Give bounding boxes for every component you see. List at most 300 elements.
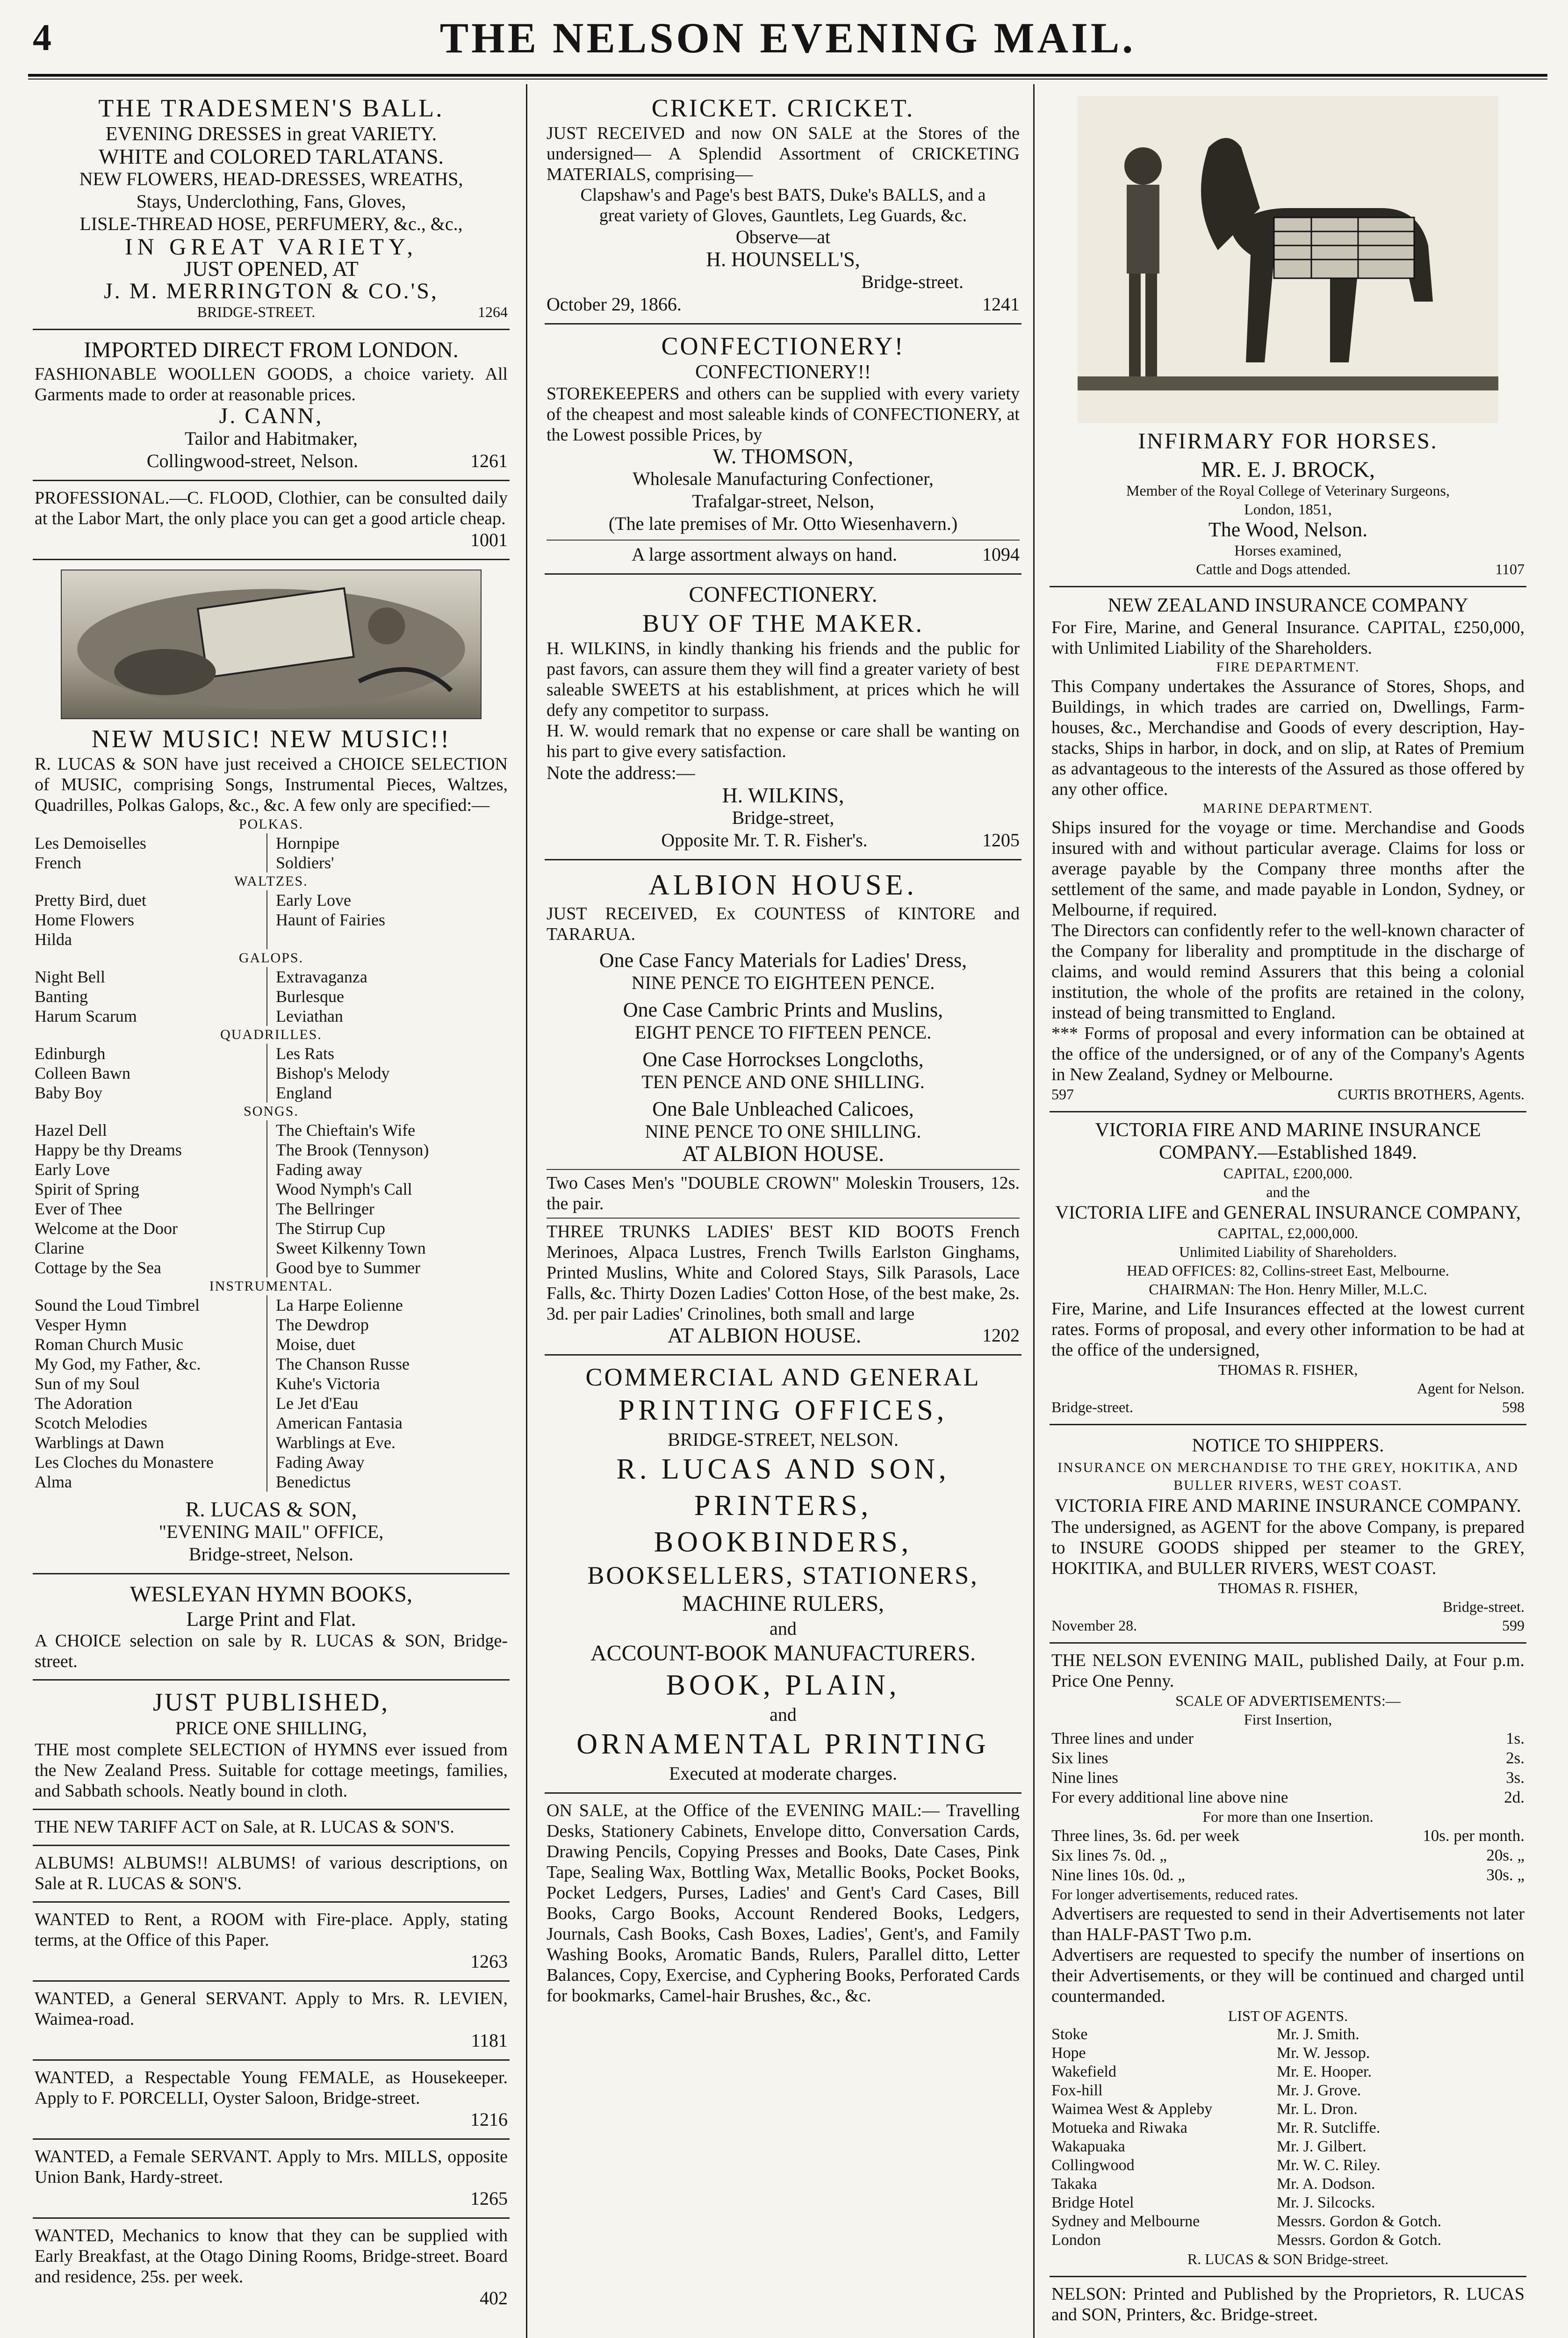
- albion-house-ad: [545, 860, 1021, 1356]
- wanted-mechanics-ad: [33, 2219, 510, 2317]
- ad-name: CURTIS BROTHERS, Agents.: [1338, 1086, 1525, 1103]
- music-title: Cottage by the Sea: [35, 1258, 161, 1277]
- ad-name: THOMAS R. FISHER,: [1218, 1361, 1358, 1378]
- music-title: Edinburgh: [35, 1044, 106, 1063]
- category-heading: QUADRILLES.: [220, 1027, 322, 1042]
- music-title-row: [35, 1006, 508, 1026]
- ad-title: ALBION HOUSE.: [648, 869, 918, 901]
- ad-body: Fire, Marine, and Life Insurances effected at the lowest current rates. Forms of proposal, and every other information to be had at the office of the undersigned,: [1051, 1299, 1525, 1360]
- ad-name: R. LUCAS & SON Bridge-street.: [1187, 2251, 1389, 2267]
- ad-line: and: [770, 1618, 797, 1639]
- ad-line: PRICE ONE SHILLING,: [175, 1717, 367, 1739]
- agents-table: [1051, 2025, 1525, 2250]
- ad-line: BOOK, PLAIN,: [666, 1669, 900, 1701]
- ad-line: "EVENING MAIL" OFFICE,: [158, 1521, 384, 1542]
- ad-line: For more than one Insertion.: [1202, 1808, 1374, 1825]
- music-title: Baby Boy: [35, 1083, 103, 1102]
- music-title: Moise, duet: [266, 1335, 508, 1354]
- agent-name: Mr. J. Smith.: [1276, 2026, 1359, 2043]
- ad-body: NELSON: Printed and Published by the Proprietors, R. LUCAS and SON, Printers, &c. Bridge-street.: [1051, 2284, 1525, 2324]
- horse-engraving-image: [1078, 96, 1498, 423]
- music-title: Les Cloches du Monastere: [35, 1453, 214, 1472]
- rate-price: 2d.: [1504, 1788, 1525, 1806]
- rate-row: [1051, 1729, 1525, 1748]
- ad-title: CONFECTIONERY.: [689, 582, 878, 607]
- category-heading: SONGS.: [244, 1104, 299, 1119]
- ad-body: PROFESSIONAL.—C. FLOOD, Clothier, can be consulted daily at the Labor Mart, the only place you can get a good article cheap.: [35, 488, 508, 528]
- ad-line: EIGHT PENCE TO FIFTEEN PENCE.: [634, 1022, 932, 1043]
- ad-body: THE most complete SELECTION of HYMNS ever issued from the New Zealand Press. Suitable for cottage meetings, families, and Sabbath schools. Neatly bound in cloth.: [35, 1740, 508, 1801]
- wanted-housekeeper-ad: [33, 2061, 510, 2140]
- agent-place: Wakefield: [1051, 2063, 1116, 2080]
- ad-line: Observe—at: [735, 226, 831, 247]
- rates-table: [1051, 1826, 1525, 1885]
- ad-line: NINE PENCE TO ONE SHILLING.: [645, 1121, 921, 1142]
- music-title-row: [35, 1335, 508, 1354]
- music-title-row: [35, 833, 508, 853]
- agent-place: London: [1051, 2231, 1101, 2249]
- ad-line: and the: [1266, 1183, 1310, 1200]
- ad-name: H. WILKINS,: [722, 783, 844, 807]
- agent-row: [1051, 2137, 1525, 2156]
- wanted-room-ad: [33, 1903, 510, 1982]
- agent-row: [1051, 2212, 1525, 2231]
- ad-line: Unlimited Liability of Shareholders.: [1179, 1243, 1397, 1260]
- ad-body: JUST RECEIVED, Ex COUNTESS of KINTORE and TARARUA.: [547, 904, 1020, 944]
- ad-line: BOOKBINDERS,: [654, 1526, 913, 1558]
- ad-line: Large Print and Flat.: [186, 1608, 356, 1631]
- music-title-row: [35, 1083, 508, 1103]
- on-sale-stationery-ad: [545, 1794, 1021, 2013]
- music-title: Benedictus: [266, 1472, 508, 1492]
- music-title: Fading away: [266, 1160, 508, 1179]
- agent-name: Messrs. Gordon & Gotch.: [1276, 2231, 1442, 2249]
- ad-line: VICTORIA LIFE and GENERAL INSURANCE COMPANY,: [1055, 1202, 1521, 1223]
- music-title: The Stirrup Cup: [266, 1219, 508, 1238]
- rate-price: 10s. per month.: [1423, 1826, 1525, 1845]
- agent-name: Mr. J. Gilbert.: [1276, 2138, 1367, 2155]
- agent-name: Mr. L. Dron.: [1276, 2100, 1358, 2118]
- ad-line: EVENING DRESSES in great VARIETY.: [105, 123, 437, 145]
- music-title-row: [35, 1199, 508, 1219]
- ad-subtitle: BUY OF THE MAKER.: [642, 609, 924, 637]
- music-list: [35, 967, 508, 1026]
- imprint: [1050, 2277, 1526, 2332]
- agent-place: Motueka and Riwaka: [1051, 2119, 1187, 2136]
- ad-line: LISLE-THREAD HOSE, PERFUMERY, &c., &c.,: [79, 213, 463, 234]
- ad-number: 1094: [982, 544, 1020, 565]
- ad-line: Bridge-street, Nelson.: [188, 1544, 354, 1565]
- column-divider: [526, 84, 527, 2338]
- ad-address: Bridge-street.: [1442, 1598, 1525, 1615]
- music-title: The Brook (Tennyson): [266, 1140, 508, 1160]
- music-title-row: [35, 1354, 508, 1374]
- ad-line: J. M. MERRINGTON & CO.'S,: [104, 279, 439, 303]
- music-engraving-image: [61, 570, 482, 719]
- cann-tailor-ad: [33, 330, 510, 481]
- wilkins-confectionery-ad: [545, 575, 1021, 860]
- ad-line: Tailor and Habitmaker,: [185, 428, 358, 449]
- music-title: Les Rats: [266, 1044, 508, 1063]
- rate-row: [1051, 1748, 1525, 1768]
- category-heading: POLKAS.: [238, 816, 304, 832]
- ad-title: INFIRMARY FOR HORSES.: [1138, 429, 1438, 454]
- music-title: Roman Church Music: [35, 1335, 183, 1354]
- music-title: Good bye to Summer: [266, 1258, 508, 1277]
- column-divider: [1033, 84, 1035, 2338]
- music-title: French: [35, 853, 81, 872]
- ad-line: Member of the Royal College of Veterinary Surgeons,: [1126, 482, 1450, 499]
- rate-label: Nine lines 10s. 0d. „: [1051, 1866, 1185, 1884]
- ad-line: TEN PENCE AND ONE SHILLING.: [641, 1071, 925, 1092]
- ad-number: 1181: [471, 2030, 508, 2051]
- ad-body: H. WILKINS, in kindly thanking his friends and the public for past favors, can assure them they will find a greater variety of best saleable SWEETS at his establishment, at prices which he will defy any competitor to surpass.: [547, 639, 1020, 720]
- agent-name: Mr. J. Silcocks.: [1276, 2194, 1375, 2211]
- category-heading: LIST OF AGENTS.: [1228, 2007, 1348, 2024]
- music-title: Kuhe's Victoria: [266, 1374, 508, 1393]
- music-title: Harum Scarum: [35, 1007, 137, 1025]
- music-title: Clarine: [35, 1239, 84, 1257]
- agent-name: Mr. W. C. Riley.: [1276, 2157, 1381, 2174]
- ad-line: Note the address:—: [547, 762, 695, 783]
- music-title-row: [35, 1044, 508, 1063]
- ad-line: CAPITAL, £2,000,000.: [1217, 1225, 1359, 1241]
- ad-number: 597: [1051, 1086, 1074, 1103]
- ad-line: Horses examined,: [1234, 542, 1342, 559]
- rate-price: 30s. „: [1486, 1866, 1525, 1884]
- wanted-female-servant-ad: [33, 2140, 510, 2219]
- ad-line: ACCOUNT-BOOK MANUFACTURERS.: [590, 1641, 976, 1666]
- ad-body: Advertisers are requested to send in their Advertisements not later than HALF-PAST Two p.m.: [1051, 1904, 1525, 1944]
- ad-title: CONFECTIONERY!: [661, 332, 905, 360]
- ad-name: MR. E. J. BROCK,: [1201, 457, 1375, 482]
- music-title-row: [35, 1433, 508, 1452]
- ad-number: 1265: [470, 2188, 508, 2209]
- ad-body: STOREKEEPERS and others can be supplied with every variety of the cheapest and most saleable kinds of CONFECTIONERY, at the Lowest possible Prices, by: [547, 384, 1020, 445]
- ad-body: Two Cases Men's "DOUBLE CROWN" Moleskin Trousers, 12s. the pair.: [547, 1169, 1020, 1214]
- tradesmens-ball-ad: [33, 87, 510, 330]
- rate-price: 20s. „: [1486, 1846, 1525, 1864]
- music-title: Colleen Bawn: [35, 1064, 130, 1082]
- nz-insurance-ad: [1050, 587, 1526, 1112]
- rate-label: For every additional line above nine: [1051, 1788, 1288, 1806]
- music-title: Pretty Bird, duet: [35, 891, 146, 909]
- ad-body: WANTED, a General SERVANT. Apply to Mrs. R. LEVIEN, Waimea-road.: [35, 1989, 508, 2029]
- ad-line: Stays, Underclothing, Fans, Gloves,: [136, 191, 406, 212]
- music-title-row: [35, 1393, 508, 1413]
- music-title: Banting: [35, 987, 88, 1006]
- ad-body: This Company undertakes the Assurance of Stores, Shops, and Buildings, in which trades are carried on, Dwellings, Farm-houses, &c., Merchandise and Goods of every description, Hay-stacks, Ships in harbor, in dock, and on slip, at Rates of Premium as advantageous to the interests of the Assured as those offered by any other office.: [1051, 677, 1525, 799]
- music-title: La Harpe Eolienne: [266, 1295, 508, 1315]
- ad-line: and: [770, 1704, 797, 1725]
- ad-line: One Case Cambric Prints and Muslins,: [623, 998, 943, 1021]
- ad-address: Collingwood-street, Nelson.: [146, 450, 359, 471]
- ad-title: IMPORTED DIRECT FROM LONDON.: [84, 338, 459, 362]
- column-1: [33, 87, 510, 2338]
- ad-title: NEW MUSIC! NEW MUSIC!!: [91, 725, 451, 753]
- music-title-row: [35, 890, 508, 910]
- music-title-row: [35, 987, 508, 1006]
- music-title: England: [266, 1083, 508, 1103]
- ad-body: H. W. would remark that no expense or care shall be wanting on his part to give every satisfaction.: [547, 721, 1020, 761]
- notice-to-shippers-ad: [1050, 1425, 1526, 1644]
- ad-line: The Wood, Nelson.: [1208, 518, 1368, 541]
- agent-place: Stoke: [1051, 2026, 1088, 2043]
- music-title-row: [35, 1160, 508, 1179]
- ad-line: One Case Horrockses Longcloths,: [642, 1048, 924, 1071]
- ad-name: R. LUCAS & SON,: [185, 1497, 357, 1521]
- music-title-row: [35, 1374, 508, 1393]
- agent-row: [1051, 2194, 1525, 2212]
- wanted-servant-ad: [33, 1982, 510, 2061]
- music-title: The Chanson Russe: [266, 1354, 508, 1374]
- agent-row: [1051, 2175, 1525, 2194]
- ad-body: FASHIONABLE WOOLLEN GOODS, a choice variety. All Garments made to order at reasonable prices.: [35, 364, 508, 404]
- ad-name: R. LUCAS AND SON,: [616, 1453, 950, 1485]
- music-title-row: [35, 1179, 508, 1199]
- agent-place: Hope: [1051, 2044, 1086, 2062]
- music-title-row: [35, 1452, 508, 1472]
- agent-place: Fox-hill: [1051, 2082, 1103, 2099]
- ad-line: WHITE and COLORED TARLATANS.: [99, 144, 444, 168]
- music-title: Haunt of Fairies: [266, 910, 508, 930]
- ad-title: NEW ZEALAND INSURANCE COMPANY: [1108, 595, 1468, 616]
- agent-row: [1051, 2025, 1525, 2044]
- ad-line: First Insertion,: [1244, 1711, 1332, 1728]
- ad-body: THREE TRUNKS LADIES' BEST KID BOOTS French Merinoes, Alpaca Lustres, French Twills Earlston Ginghams, Printed Muslins, White and Colored Stays, Silk Parasols, Lace Falls, &c. Thirty Dozen Ladies' Cotton Hose, of the best make, 2s. 3d. per pair Ladies' Crinolines, both small and large: [547, 1218, 1020, 1324]
- masthead: [28, 8, 1547, 74]
- music-title: Early Love: [266, 890, 508, 910]
- music-title-row: [35, 1258, 508, 1277]
- rate-label: Three lines, 3s. 6d. per week: [1051, 1826, 1240, 1845]
- agent-name: Messrs. Gordon & Gotch.: [1276, 2213, 1442, 2230]
- music-title-row: [35, 967, 508, 987]
- ad-number: 1264: [478, 303, 508, 320]
- music-title: Wood Nymph's Call: [266, 1179, 508, 1199]
- agent-place: Waimea West & Appleby: [1051, 2100, 1213, 2118]
- page-number: 4: [33, 17, 51, 58]
- music-list: [35, 1120, 508, 1277]
- music-title: Warblings at Dawn: [35, 1433, 165, 1452]
- music-title-row: [35, 1120, 508, 1140]
- ad-line: CONFECTIONERY!!: [695, 361, 871, 383]
- agent-place: Bridge Hotel: [1051, 2194, 1134, 2211]
- music-title: The Chieftain's Wife: [266, 1120, 508, 1140]
- agent-name: Mr. E. Hooper.: [1276, 2063, 1372, 2080]
- ad-number: 1263: [470, 1951, 508, 1972]
- music-title: Spirit of Spring: [35, 1180, 140, 1198]
- ad-body: WANTED to Rent, a ROOM with Fire-place. Apply, stating terms, at the Office of this Paper.: [35, 1910, 508, 1950]
- rate-row: [1051, 1826, 1525, 1846]
- tariff-act-ad: [33, 1810, 510, 1846]
- music-title: Hilda: [35, 930, 72, 949]
- newspaper-title: THE NELSON EVENING MAIL.: [439, 14, 1136, 62]
- music-title-row: [35, 1472, 508, 1492]
- ad-line: A large assortment always on hand.: [631, 544, 898, 565]
- music-title-row: [35, 910, 508, 930]
- hymn-books-ad: [33, 1574, 510, 1681]
- music-list: [35, 1044, 508, 1103]
- ad-title: COMMERCIAL AND GENERAL: [585, 1363, 981, 1391]
- ad-body: WANTED, a Respectable Young FEMALE, as Housekeeper. Apply to F. PORCELLI, Oyster Saloon, Bridge-street.: [35, 2068, 508, 2108]
- music-title-row: [35, 1315, 508, 1335]
- ad-body: For Fire, Marine, and General Insurance. CAPITAL, £250,000, with Unlimited Liability of the Shareholders.: [1051, 618, 1525, 658]
- rate-label: Nine lines: [1051, 1768, 1118, 1787]
- category-heading: GALOPS.: [238, 950, 304, 966]
- music-title-row: [35, 1063, 508, 1083]
- ad-body: The undersigned, as AGENT for the above Company, is prepared to INSURE GOODS shipped per steamer to the GREY, HOKITIKA, and BULLER RIVERS, WEST COAST.: [1051, 1517, 1525, 1578]
- ad-line: NINE PENCE TO EIGHTEEN PENCE.: [631, 972, 935, 993]
- ad-line: Agent for Nelson.: [1417, 1380, 1525, 1397]
- ad-body: WANTED, Mechanics to know that they can be supplied with Early Breakfast, at the Otago Dining Rooms, Bridge-street. Board and residence, 25s. per week.: [35, 2226, 508, 2287]
- music-title: Les Demoiselles: [35, 834, 146, 852]
- music-title: Home Flowers: [35, 910, 134, 929]
- ad-number: 1202: [982, 1325, 1020, 1346]
- ad-address: Bridge-street.: [861, 271, 964, 292]
- albums-ad: [33, 1846, 510, 1903]
- ad-number: 1261: [470, 450, 508, 471]
- agent-row: [1051, 2156, 1525, 2175]
- new-music-ad: [33, 560, 510, 1574]
- music-title: Scotch Melodies: [35, 1414, 147, 1432]
- ad-body: JUST RECEIVED and now ON SALE at the Stores of the undersigned— A Splendid Assortment of CRICKETING MATERIALS, comprising—: [547, 123, 1020, 184]
- rate-row: [1051, 1865, 1525, 1885]
- agent-place: Takaka: [1051, 2175, 1097, 2193]
- ad-address: BRIDGE-STREET.: [197, 303, 316, 320]
- ad-body: Ships insured for the voyage or time. Merchandise and Goods insured with and without particular average. Claims for loss or average payable by the Company three months after the settlement of the same, and made payable in London, Sydney, or Melbourne, if required.: [1051, 818, 1525, 920]
- ad-name: J. CANN,: [219, 404, 324, 428]
- music-title: Vesper Hymn: [35, 1315, 127, 1334]
- thomson-confectionery-ad: [545, 325, 1021, 575]
- flood-clothier-ad: [33, 481, 510, 560]
- music-title: Welcome at the Door: [35, 1219, 178, 1238]
- music-title: Soldiers': [266, 853, 508, 873]
- ad-line: For longer advertisements, reduced rates.: [1051, 1886, 1298, 1903]
- music-title: Happy be thy Dreams: [35, 1140, 182, 1159]
- ad-line: Bridge-street,: [732, 807, 834, 828]
- ad-date: October 29, 1866.: [547, 294, 682, 315]
- music-title: Sound the Loud Timbrel: [35, 1296, 200, 1314]
- agent-name: Mr. A. Dodson.: [1276, 2175, 1375, 2193]
- music-title: Alma: [35, 1472, 72, 1491]
- ad-number: 1001: [470, 529, 508, 550]
- ad-body: WANTED, a Female SERVANT. Apply to Mrs. MILLS, opposite Union Bank, Hardy-street.: [35, 2147, 508, 2187]
- ad-line: VICTORIA FIRE AND MARINE INSURANCE COMPANY.: [1055, 1495, 1521, 1516]
- printing-offices-ad: [545, 1356, 1021, 1794]
- agent-place: Collingwood: [1051, 2157, 1135, 2174]
- ad-line: London, 1851,: [1244, 501, 1332, 518]
- ad-line: BOOKSELLERS, STATIONERS,: [587, 1561, 979, 1589]
- ad-title: WESLEYAN HYMN BOOKS,: [129, 1582, 412, 1607]
- just-published-ad: [33, 1681, 510, 1810]
- music-list: [35, 1295, 508, 1492]
- music-title: American Fantasia: [266, 1413, 508, 1433]
- ad-address: Opposite Mr. T. R. Fisher's.: [661, 830, 868, 851]
- ad-line: CHAIRMAN: The Hon. Henry Miller, M.L.C.: [1149, 1281, 1427, 1298]
- ad-line: PRINTERS,: [694, 1490, 872, 1522]
- agent-row: [1051, 2231, 1525, 2250]
- music-title-row: [35, 930, 508, 949]
- music-title: Extravaganza: [266, 967, 508, 987]
- ad-line: IN GREAT VARIETY,: [124, 233, 418, 260]
- ad-line: CAPITAL, £200,000.: [1223, 1165, 1353, 1182]
- ad-line: One Case Fancy Materials for Ladies' Dress,: [599, 949, 967, 972]
- ad-name: THOMAS R. FISHER,: [1218, 1580, 1358, 1596]
- rates-table: [1051, 1729, 1525, 1807]
- ad-line: ORNAMENTAL PRINTING: [576, 1728, 990, 1760]
- ad-body: Advertisers are requested to specify the number of insertions on their Advertisements, or they will be continued and charged until countermanded.: [1051, 1945, 1525, 2006]
- ad-name: H. HOUNSELL'S,: [706, 248, 860, 271]
- agent-row: [1051, 2100, 1525, 2119]
- ad-subtitle: SCALE OF ADVERTISEMENTS:—: [1175, 1692, 1401, 1709]
- agent-row: [1051, 2081, 1525, 2100]
- ad-body: The Directors can confidently refer to the well-known character of the Company for liberality and promptitude in the discharge of claims, and would remind Assurers that this being a colonial institution, the whole of the profits are retained in the colony, instead of being transmitted to England.: [1051, 921, 1525, 1023]
- ad-body: R. LUCAS & SON have just received a CHOICE SELECTION of MUSIC, comprising Songs, Instrumental Pieces, Waltzes, Quadrilles, Polkas Galops, &c., &c. A few only are specified:—: [35, 754, 508, 815]
- music-title: Warblings at Eve.: [266, 1433, 508, 1452]
- rate-row: [1051, 1846, 1525, 1865]
- column-3: [1050, 87, 1526, 2338]
- music-title-row: [35, 1238, 508, 1258]
- rate-price: 1s.: [1506, 1729, 1525, 1747]
- victoria-insurance-ad: [1050, 1112, 1526, 1425]
- ad-line: AT ALBION HOUSE.: [682, 1141, 885, 1166]
- music-list: [35, 890, 508, 949]
- music-title: Ever of Thee: [35, 1199, 122, 1218]
- ad-line: Cattle and Dogs attended.: [1196, 561, 1351, 577]
- ad-title: VICTORIA FIRE AND MARINE INSURANCE COMPANY.—Established 1849.: [1095, 1119, 1481, 1163]
- ad-body: ALBUMS! ALBUMS!! ALBUMS! of various descriptions, on Sale at R. LUCAS & SON'S.: [35, 1853, 508, 1893]
- rate-label: Three lines and under: [1051, 1729, 1194, 1747]
- ad-title: NOTICE TO SHIPPERS.: [1192, 1435, 1384, 1456]
- ad-number: 599: [1502, 1617, 1525, 1634]
- music-title: Sun of my Soul: [35, 1374, 140, 1393]
- ad-number: 598: [1502, 1399, 1525, 1415]
- category-heading: FIRE DEPARTMENT.: [1216, 659, 1360, 675]
- rate-label: Six lines: [1051, 1749, 1108, 1767]
- category-heading: MARINE DEPARTMENT.: [1202, 801, 1374, 816]
- category-heading: WALTZES.: [234, 873, 308, 889]
- agent-place: Wakapuaka: [1051, 2138, 1125, 2155]
- cricket-ad: [545, 87, 1021, 325]
- ad-body: Clapshaw's and Page's best BATS, Duke's BALLS, and a great variety of Gloves, Gauntlets, Leg Guards, &c.: [580, 185, 986, 225]
- ad-body: THE NEW TARIFF ACT on Sale, at R. LUCAS & SON'S.: [35, 1817, 454, 1837]
- music-title: The Bellringer: [266, 1199, 508, 1219]
- agent-row: [1051, 2044, 1525, 2063]
- music-title: Le Jet d'Eau: [266, 1393, 508, 1413]
- ad-name: W. THOMSON,: [712, 444, 854, 468]
- ad-line: Executed at moderate charges.: [669, 1763, 897, 1784]
- ad-body: THE NELSON EVENING MAIL, published Daily, at Four p.m. Price One Penny.: [1051, 1651, 1525, 1691]
- ad-title: THE TRADESMEN'S BALL.: [98, 94, 444, 122]
- ad-line: JUST OPENED, AT: [184, 257, 359, 281]
- horse-infirmary-ad: [1050, 87, 1526, 587]
- ad-body: *** Forms of proposal and every information can be obtained at the office of the undersigned, or of any of the Company's Agents in New Zealand, Sydney or Melbourne.: [1051, 1024, 1525, 1084]
- ad-title: PRINTING OFFICES,: [618, 1394, 948, 1426]
- agent-place: Sydney and Melbourne: [1051, 2213, 1200, 2230]
- ad-address: Bridge-street.: [1051, 1399, 1134, 1415]
- horse-icon: [1078, 96, 1498, 423]
- ad-subtitle: INSURANCE ON MERCHANDISE TO THE GREY, HOKITIKA, AND BULLER RIVERS, WEST COAST.: [1057, 1460, 1518, 1493]
- music-title: Night Bell: [35, 967, 105, 986]
- ad-line: MACHINE RULERS,: [682, 1591, 885, 1616]
- rate-label: Six lines 7s. 0d. „: [1051, 1846, 1167, 1864]
- music-title: The Adoration: [35, 1394, 132, 1413]
- ad-address: BRIDGE-STREET, NELSON.: [668, 1429, 899, 1450]
- music-title-row: [35, 853, 508, 873]
- ad-line: One Bale Unbleached Calicoes,: [652, 1097, 914, 1120]
- music-title-row: [35, 1295, 508, 1315]
- agent-name: Mr. J. Grove.: [1276, 2082, 1361, 2099]
